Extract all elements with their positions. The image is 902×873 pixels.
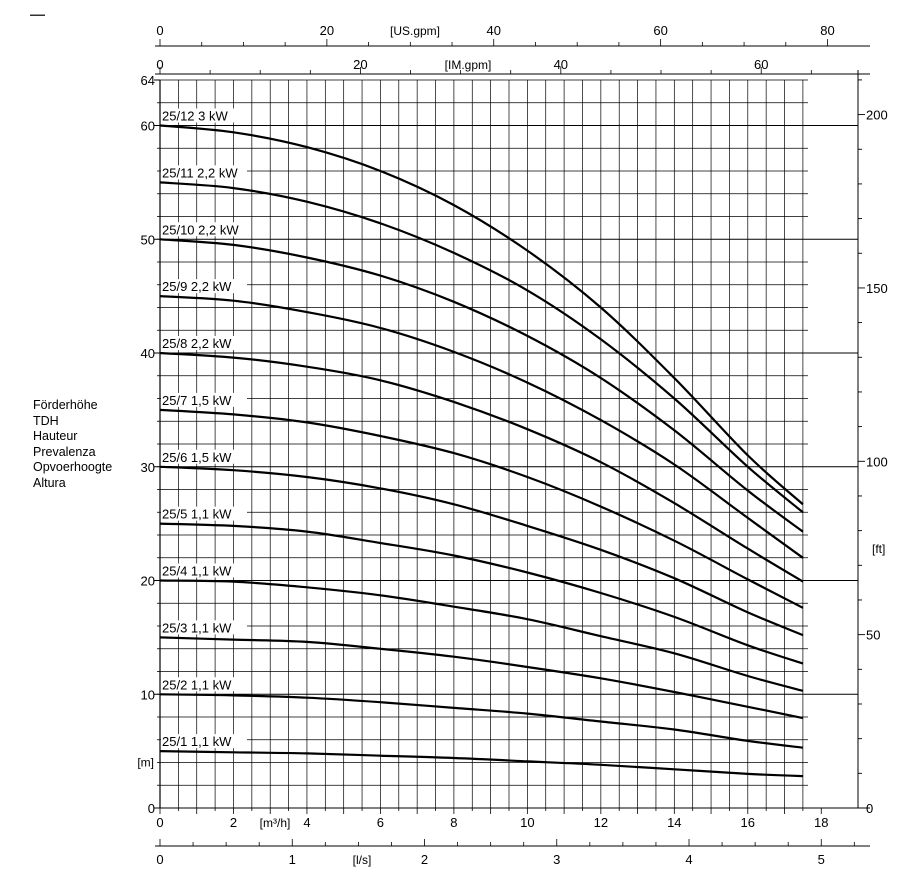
bottom-tick-label: 6 (376, 815, 385, 830)
curve-label: 25/2 1,1 kW (162, 677, 232, 693)
curve-11 (160, 182, 803, 512)
head-label-fr: Hauteur (33, 429, 78, 443)
bottom-axis-unit: [m³/h] (259, 816, 291, 830)
right-axis-unit: [ft] (872, 542, 886, 556)
curve-label: 25/9 2,2 kW (162, 279, 232, 295)
ls-tick-label: 4 (685, 852, 693, 867)
bottom-tick-label: 18 (814, 815, 829, 830)
ls-tick-label: 1 (288, 852, 296, 867)
left-tick-label: 40 (140, 346, 155, 361)
usgpm-tick-label: 80 (820, 23, 835, 38)
curve-label: 25/4 1,1 kW (162, 563, 232, 579)
curve-label: 25/12 3 kW (162, 108, 228, 124)
head-label-de: Förderhöhe (33, 398, 98, 412)
curve-label: 25/10 2,2 kW (162, 222, 239, 238)
bottom-tick-label: 2 (229, 815, 238, 830)
curve-1 (160, 751, 803, 776)
imgpm-axis-unit: [IM.gpm] (444, 58, 492, 72)
curve-label: 25/1 1,1 kW (162, 734, 232, 750)
curve-label: 25/5 1,1 kW (162, 506, 232, 522)
left-tick-label: 60 (140, 118, 155, 134)
curve-3 (160, 637, 803, 718)
usgpm-axis-unit: [US.gpm] (389, 24, 441, 38)
right-tick-label: 50 (866, 627, 881, 643)
left-tick-label: 20 (140, 573, 155, 589)
bottom-tick-label: 12 (593, 815, 609, 830)
chart-axes (137, 23, 887, 867)
curve-label: 25/3 1,1 kW (162, 620, 232, 636)
curve-label: 25/8 2,2 kW (162, 336, 232, 351)
left-tick-label: 30 (140, 459, 155, 475)
bottom-tick-label: 0 (156, 815, 164, 830)
right-tick-label: 150 (866, 280, 888, 296)
chart-grid (160, 80, 858, 808)
curve-6 (160, 467, 803, 635)
ls-tick-label: 5 (817, 852, 825, 867)
imgpm-tick-label: 40 (553, 57, 569, 72)
ls-tick-label: 0 (156, 852, 164, 867)
bottom-tick-label: 14 (667, 815, 682, 830)
bottom-tick-label: 4 (303, 815, 311, 830)
curve-label: 25/11 2,2 kW (162, 165, 238, 181)
left-tick-label: 50 (140, 232, 155, 248)
right-tick-label: 200 (866, 107, 888, 123)
usgpm-tick-label: 40 (486, 23, 501, 38)
head-label-it: Prevalenza (33, 444, 96, 459)
left-axis-unit: [m] (137, 755, 154, 770)
curve-4 (160, 581, 803, 691)
chart-curves (160, 109, 803, 777)
usgpm-tick-label: 0 (156, 23, 164, 38)
curve-label: 25/7 1,5 kW (162, 392, 232, 408)
right-tick-label: 100 (866, 454, 888, 470)
ls-tick-label: 2 (420, 852, 429, 867)
bottom-tick-label: 16 (740, 815, 756, 830)
corner-mark: ▬▬▬ (30, 12, 45, 18)
imgpm-tick-label: 0 (156, 57, 164, 72)
ls-axis-unit: [l/s] (352, 853, 372, 867)
left-tick-label: 64 (140, 73, 155, 88)
head-label-es: Altura (33, 475, 66, 490)
right-tick-label: 0 (866, 801, 874, 816)
head-label-nl: Opvoerhoogte (33, 460, 113, 474)
imgpm-tick-label: 20 (353, 57, 368, 72)
usgpm-tick-label: 20 (319, 23, 335, 38)
left-tick-label: 0 (147, 801, 155, 816)
bottom-tick-label: 8 (450, 815, 458, 830)
bottom-tick-label: 10 (520, 815, 535, 830)
usgpm-tick-label: 60 (653, 23, 668, 38)
imgpm-tick-label: 60 (753, 57, 769, 72)
curve-label: 25/6 1,5 kW (162, 449, 232, 465)
left-tick-label: 10 (140, 687, 155, 703)
head-label-en: TDH (33, 413, 59, 428)
curve-12 (160, 126, 803, 505)
curve-7 (160, 410, 803, 608)
ls-tick-label: 3 (553, 852, 561, 867)
